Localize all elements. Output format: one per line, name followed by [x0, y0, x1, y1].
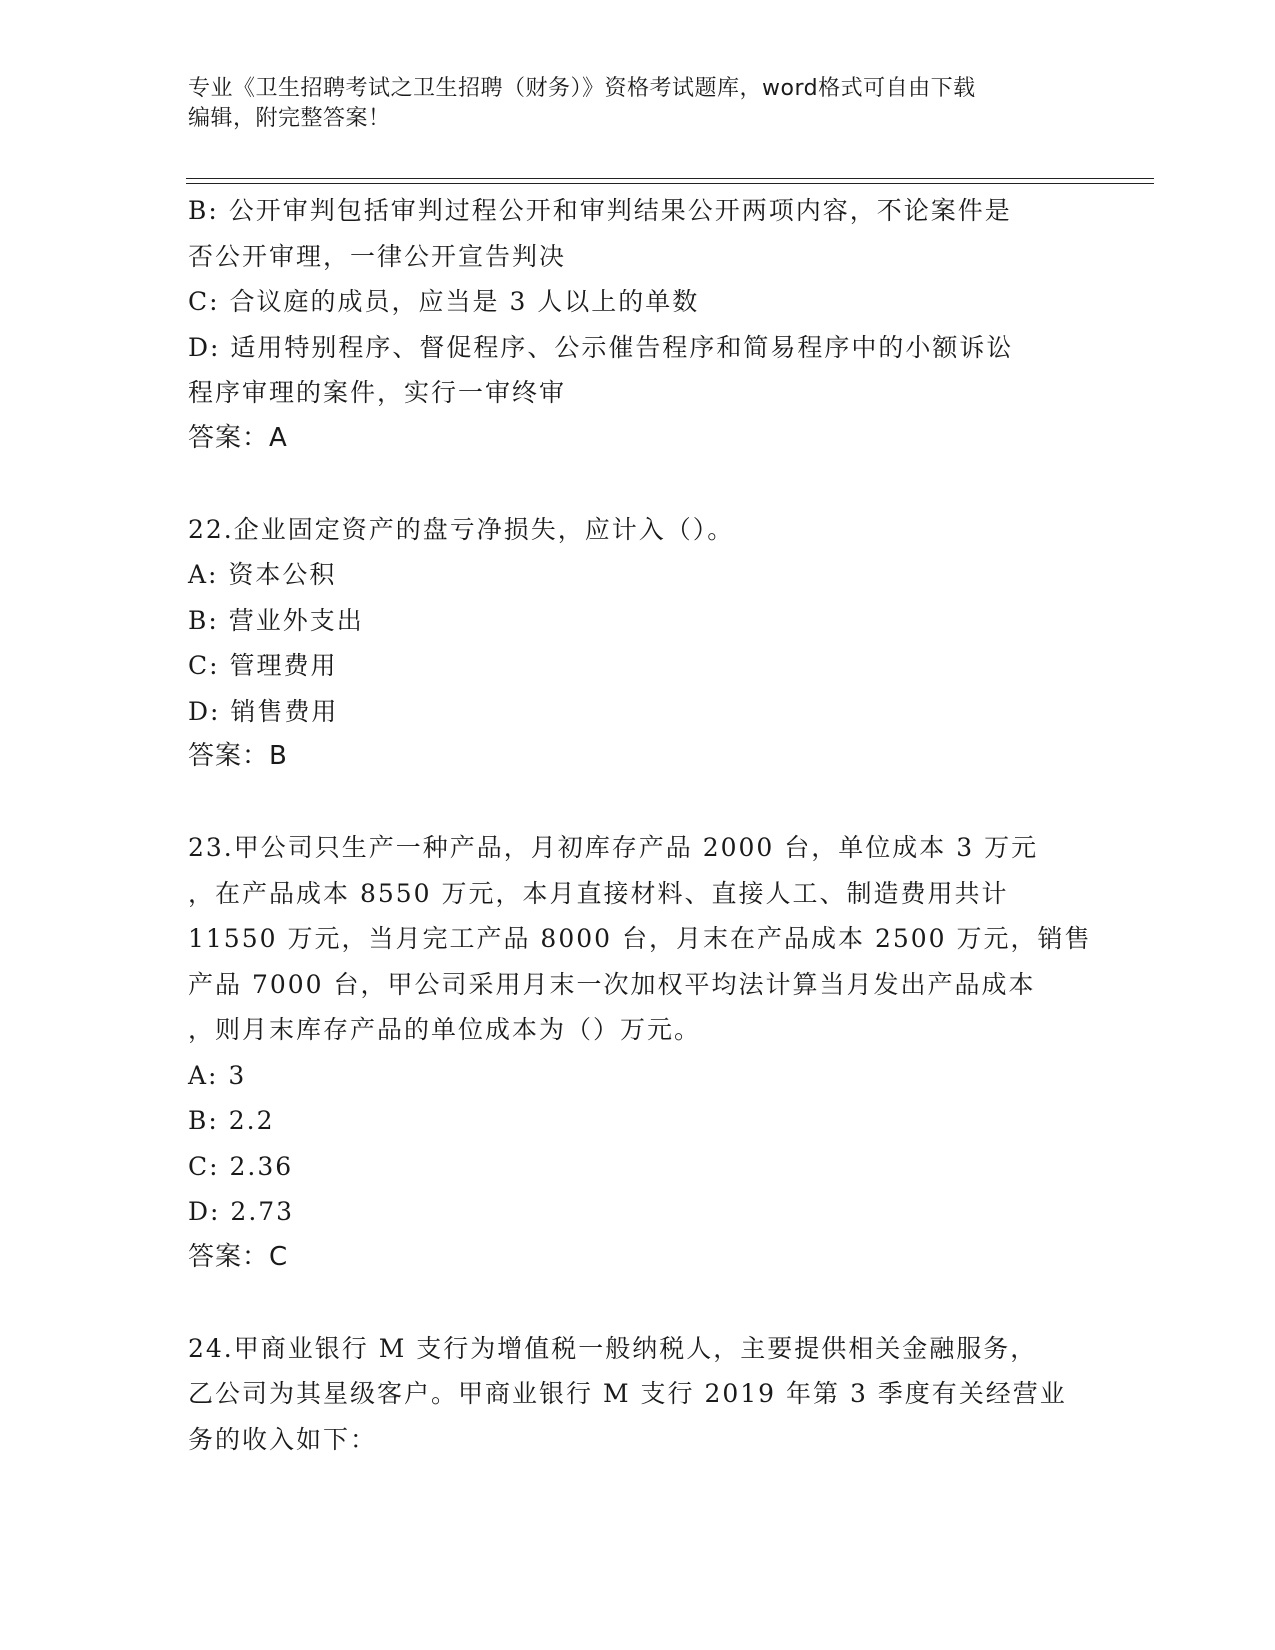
q22-option-b: B: 营业外支出	[188, 605, 364, 635]
document-header	[188, 74, 1068, 134]
q24-question-line-2: 乙公司为其星级客户。甲商业银行 M 支行 2019 年第 3 季度有关经营业	[188, 1379, 1067, 1408]
q22-option-d: D: 销售费用	[188, 696, 339, 726]
q23-answer: 答案：C	[188, 1241, 289, 1272]
q21-option-c: C: 合议庭的成员，应当是 3 人以上的单数	[188, 287, 700, 316]
q21-answer: 答案：A	[188, 422, 288, 453]
q23-question-line-4: 产品 7000 台，甲公司采用月末一次加权平均法计算当月发出产品成本	[188, 969, 1036, 999]
q21-option-d-line-2: 程序审理的案件，实行一审终审	[188, 378, 567, 407]
header-divider-bottom	[186, 183, 1154, 184]
header-line-2: 编辑，附完整答案！	[188, 106, 391, 131]
q24-question-line-3: 务的收入如下：	[188, 1424, 378, 1454]
q21-option-d-line-1: D: 适用特别程序、督促程序、公示催告程序和简易程序中的小额诉讼	[188, 332, 1014, 362]
q23-question-line-3: 11550 万元，当月完工产品 8000 台，月末在产品成本 2500 万元，销售	[188, 924, 1092, 953]
spacer	[188, 461, 1078, 507]
question-24-block	[188, 1326, 1078, 1463]
q22-question: 22.企业固定资产的盘亏净损失，应计入（）。	[188, 514, 735, 544]
q23-question-line-1: 23.甲公司只生产一种产品，月初库存产品 2000 台，单位成本 3 万元	[188, 833, 1039, 862]
q22-option-a: A: 资本公积	[188, 560, 337, 589]
q23-option-d: D: 2.73	[188, 1197, 295, 1226]
header-divider-top	[186, 178, 1154, 179]
q23-option-a: A: 3	[188, 1060, 247, 1090]
q22-answer: 答案：B	[188, 741, 288, 771]
q23-question-line-5: ，则月末库存产品的单位成本为（）万元。	[188, 1015, 702, 1044]
q23-option-b: B: 2.2	[188, 1106, 275, 1135]
q23-question-line-2: ，在产品成本 8550 万元，本月直接材料、直接人工、制造费用共计	[188, 878, 1009, 908]
header-line-1: 专业《卫生招聘考试之卫生招聘（财务）》资格考试题库，word格式可自由下载	[188, 76, 976, 101]
question-23-block	[188, 825, 1092, 1280]
q21-option-b-line-1: B: 公开审判包括审判过程公开和审判结果公开两项内容，不论案件是	[188, 196, 1012, 225]
q24-question-line-1: 24.甲商业银行 M 支行为增值税一般纳税人，主要提供相关金融服务，	[188, 1333, 1038, 1363]
q22-option-c: C: 管理费用	[188, 651, 338, 680]
q21-option-b-line-2: 否公开审理，一律公开宣告判决	[188, 241, 567, 271]
spacer	[188, 780, 1078, 826]
question-content	[188, 188, 1092, 1462]
q23-option-c: C: 2.36	[188, 1151, 294, 1181]
spacer	[188, 1280, 1078, 1326]
question-21-block	[188, 188, 1078, 461]
question-22-block	[188, 507, 1078, 780]
